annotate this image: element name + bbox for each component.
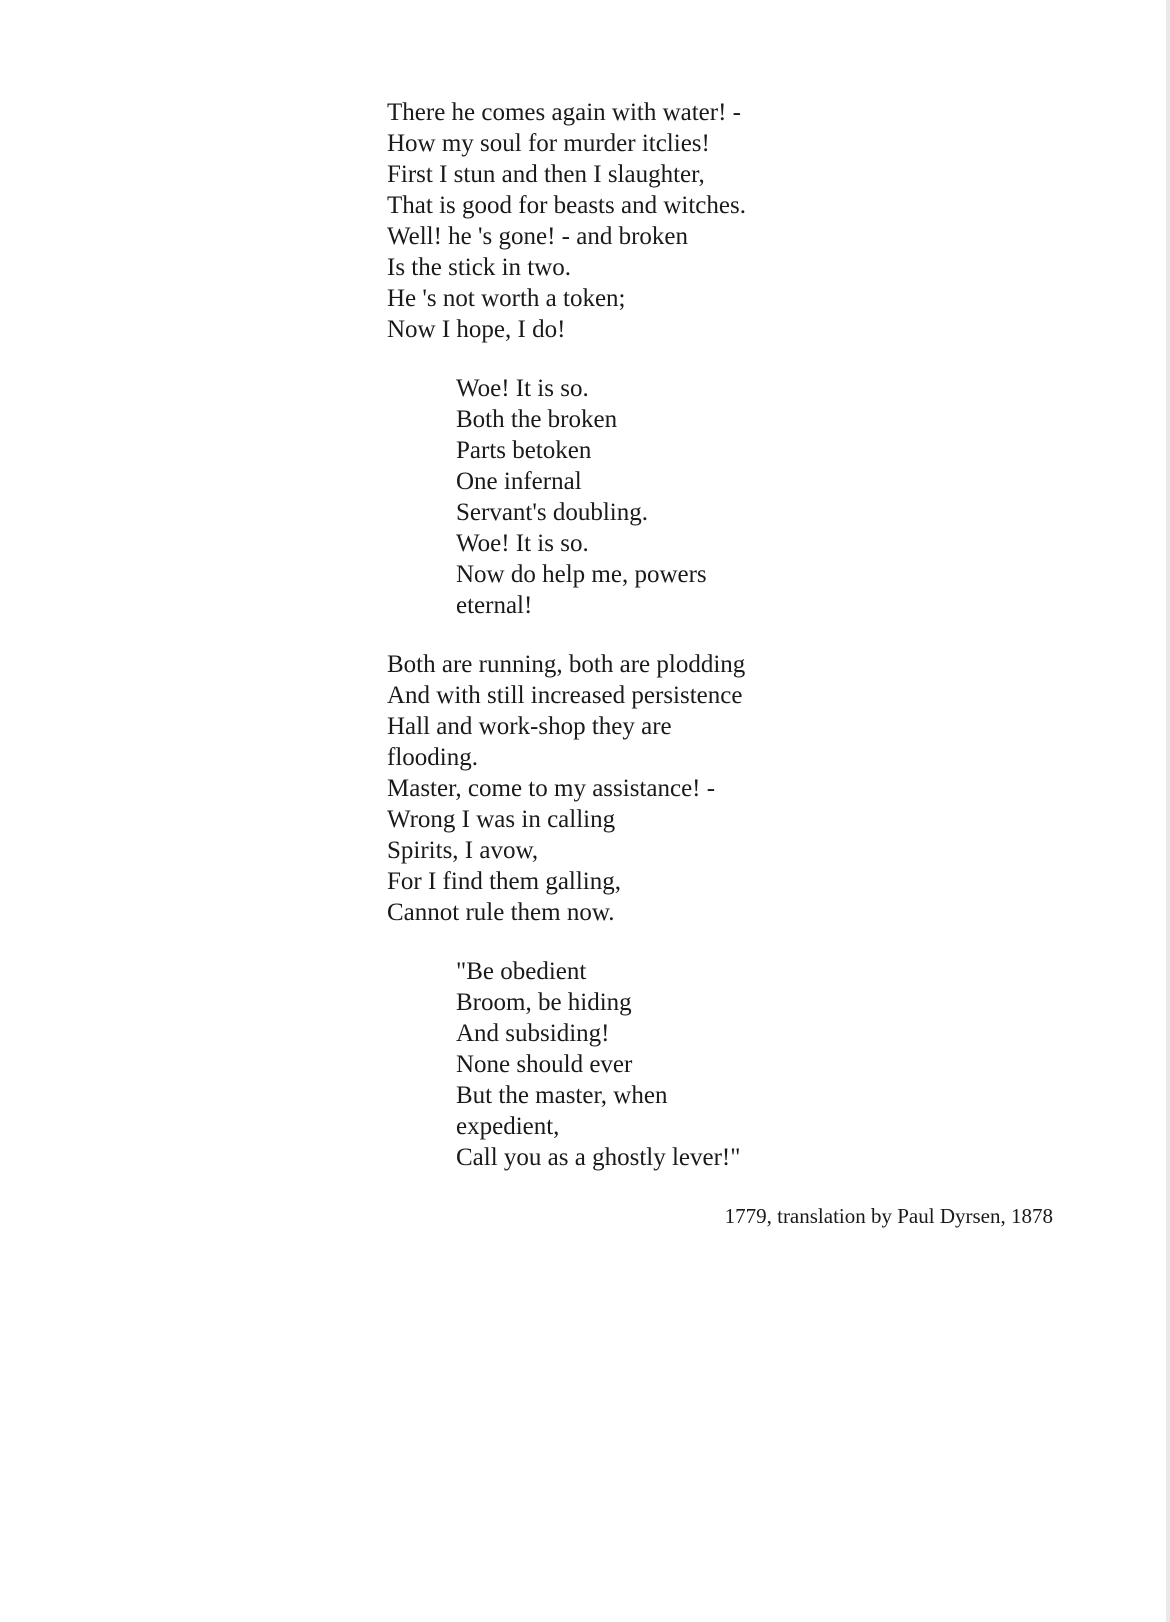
poem-line: How my soul for murder itclies! [387,130,710,157]
poem-line: Well! he 's gone! - and broken [387,223,689,250]
poem-line: None should ever [456,1051,633,1078]
poem-line: Call you as a ghostly lever!" [456,1144,741,1171]
poem-line: Woe! It is so. [456,530,589,557]
poem-line: Servant's doubling. [456,499,648,526]
attribution: 1779, translation by Paul Dyrsen, 1878 [724,1204,1053,1228]
stanza-1 [387,97,1107,345]
poem-body [387,97,1107,1201]
poem-line: Now I hope, I do! [387,316,566,343]
poem-line: First I stun and then I slaughter, [387,161,705,188]
poem-line: Both are running, both are plodding [387,651,746,678]
poem-line: But the master, when [456,1082,668,1109]
poem-line: Now do help me, powers [456,561,707,588]
stanza-2 [387,373,1107,621]
poem-line: And with still increased persistence [387,682,743,709]
poem-line: Both the broken [456,406,618,433]
poem-line: Master, come to my assistance! - [387,775,716,802]
poem-line: One infernal [456,468,582,495]
poem-line: For I find them galling, [387,868,621,895]
poem-line: He 's not worth a token; [387,285,626,312]
poem-line: flooding. [387,744,478,771]
poem-line: Broom, be hiding [456,989,632,1016]
stanza-3 [387,649,1107,928]
poem-line: "Be obedient [456,958,587,985]
poem-line: Wrong I was in calling [387,806,616,833]
poem-line: Is the stick in two. [387,254,572,281]
poem-line: That is good for beasts and witches. [387,192,746,219]
poem-line: Cannot rule them now. [387,899,615,926]
stanza-4 [387,956,1107,1173]
poem-line: And subsiding! [456,1020,610,1047]
poem-line: Parts betoken [456,437,592,464]
poem-line: expedient, [456,1113,560,1140]
poem-line: eternal! [456,592,533,619]
poem-line: Hall and work-shop they are [387,713,672,740]
poem-line: There he comes again with water! - [387,99,742,126]
poem-line: Spirits, I avow, [387,837,539,864]
poem-line: Woe! It is so. [456,375,589,402]
